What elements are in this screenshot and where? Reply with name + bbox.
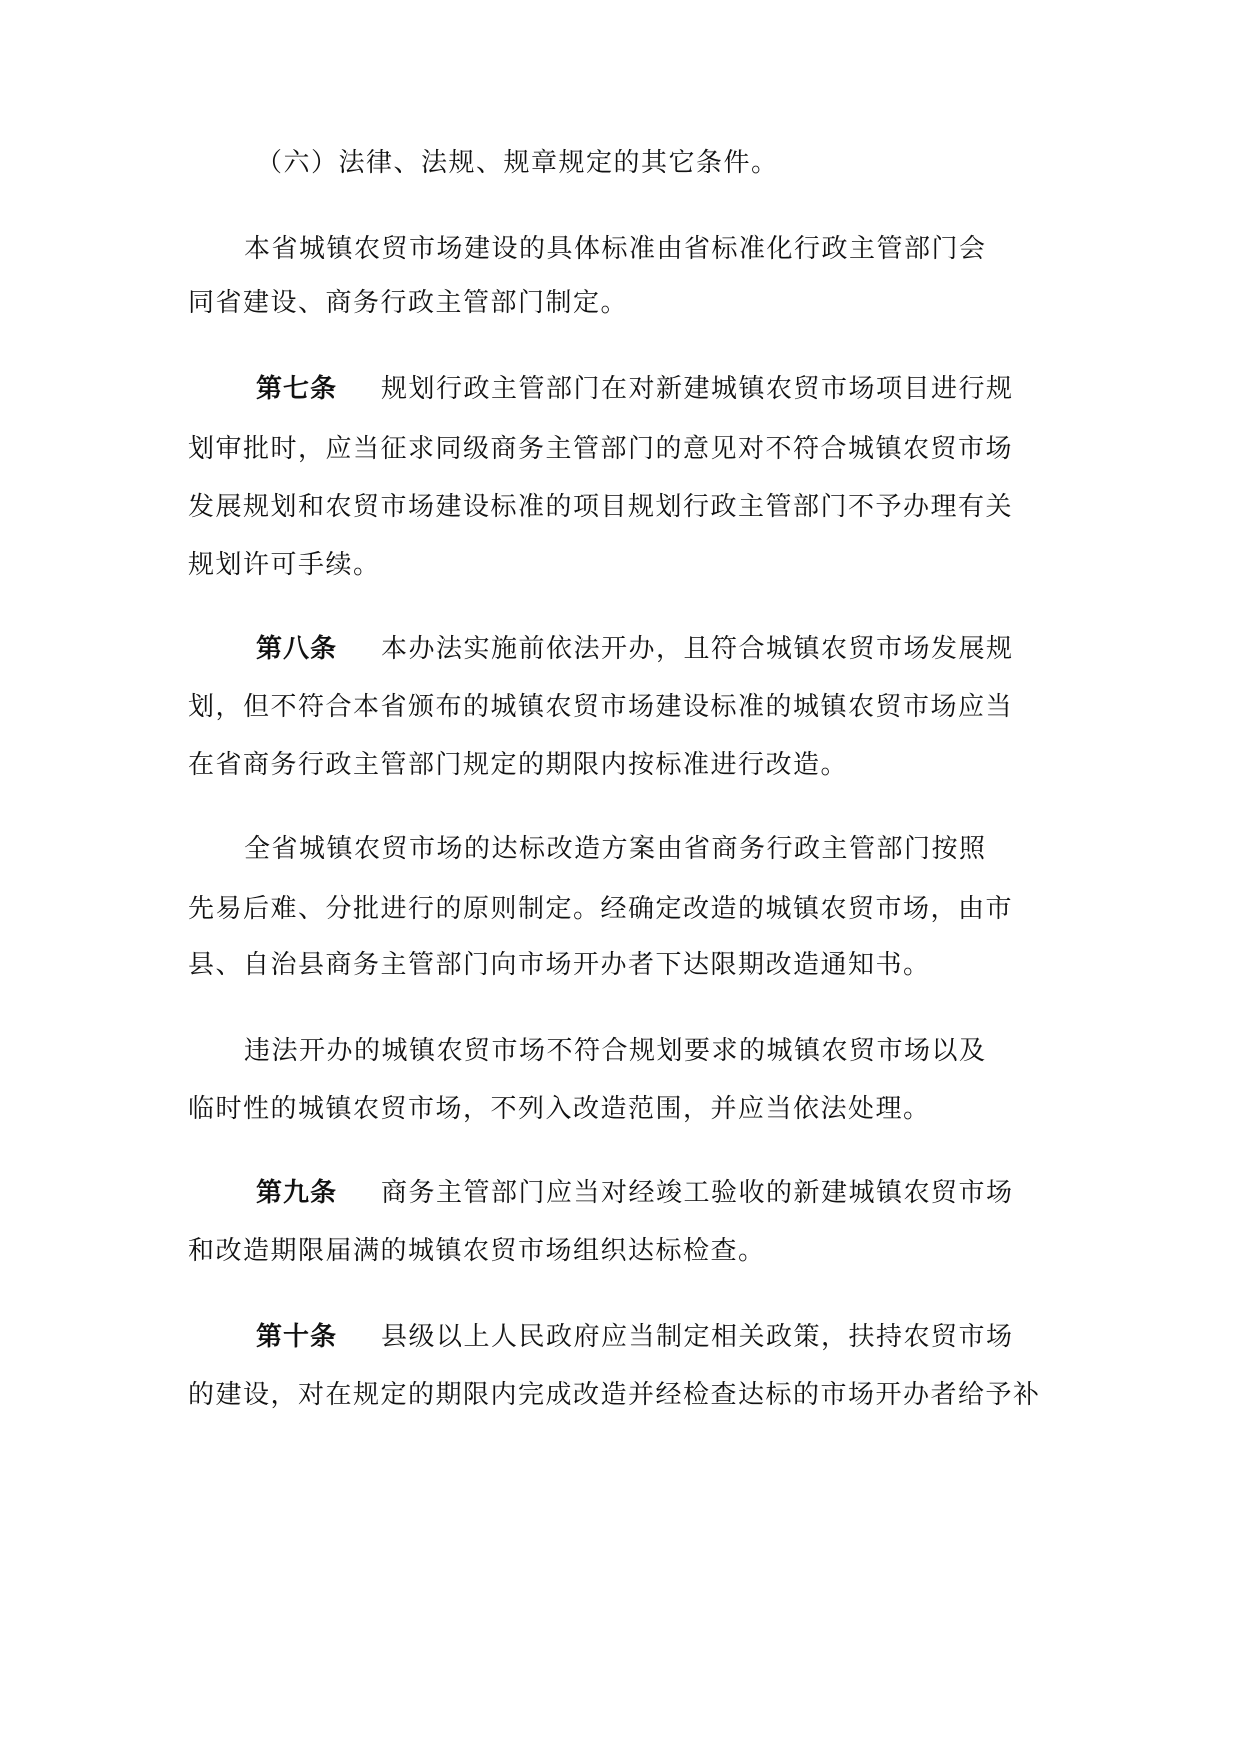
article-7-first-line xyxy=(256,372,1014,406)
article-7-line-1: 规划行政主管部门在对新建城镇农贸市场项目进行规 xyxy=(381,374,1014,404)
paragraph-standard-line-2: 同省建设、商务行政主管部门制定。 xyxy=(188,288,629,318)
paragraph-renovation-line-2: 先易后难、分批进行的原则制定。经确定改造的城镇农贸市场，由市 xyxy=(188,894,1014,924)
article-10-line-1: 县级以上人民政府应当制定相关政策，扶持农贸市场 xyxy=(381,1322,1014,1352)
item-6-line: （六）法律、法规、规章规定的其它条件。 xyxy=(256,148,779,178)
paragraph-renovation-line-1: 全省城镇农贸市场的达标改造方案由省商务行政主管部门按照 xyxy=(244,834,987,864)
article-9-first-line xyxy=(256,1176,1014,1210)
article-8-line-1: 本办法实施前依法开办，且符合城镇农贸市场发展规 xyxy=(381,634,1014,664)
article-10-label: 第十条 xyxy=(256,1322,338,1352)
paragraph-renovation-line-3: 县、自治县商务主管部门向市场开办者下达限期改造通知书。 xyxy=(188,950,931,980)
article-8-first-line xyxy=(256,632,1014,666)
article-10-line-2: 的建设，对在规定的期限内完成改造并经检查达标的市场开办者给予补 xyxy=(188,1380,1041,1410)
article-9-line-2: 和改造期限届满的城镇农贸市场组织达标检查。 xyxy=(188,1236,766,1266)
paragraph-illegal-line-1: 违法开办的城镇农贸市场不符合规划要求的城镇农贸市场以及 xyxy=(244,1036,987,1066)
article-7-line-4: 规划许可手续。 xyxy=(188,550,381,580)
article-10-first-line xyxy=(256,1320,1014,1354)
article-7-label: 第七条 xyxy=(256,374,338,404)
article-7-line-3: 发展规划和农贸市场建设标准的项目规划行政主管部门不予办理有关 xyxy=(188,492,1014,522)
article-9-line-1: 商务主管部门应当对经竣工验收的新建城镇农贸市场 xyxy=(381,1178,1014,1208)
paragraph-standard-line-1: 本省城镇农贸市场建设的具体标准由省标准化行政主管部门会 xyxy=(244,234,987,264)
article-8-label: 第八条 xyxy=(256,634,338,664)
article-8-line-3: 在省商务行政主管部门规定的期限内按标准进行改造。 xyxy=(188,750,849,780)
article-9-label: 第九条 xyxy=(256,1178,338,1208)
article-8-line-2: 划，但不符合本省颁布的城镇农贸市场建设标准的城镇农贸市场应当 xyxy=(188,692,1014,722)
article-7-line-2: 划审批时，应当征求同级商务主管部门的意见对不符合城镇农贸市场 xyxy=(188,434,1014,464)
paragraph-illegal-line-2: 临时性的城镇农贸市场，不列入改造范围，并应当依法处理。 xyxy=(188,1094,931,1124)
